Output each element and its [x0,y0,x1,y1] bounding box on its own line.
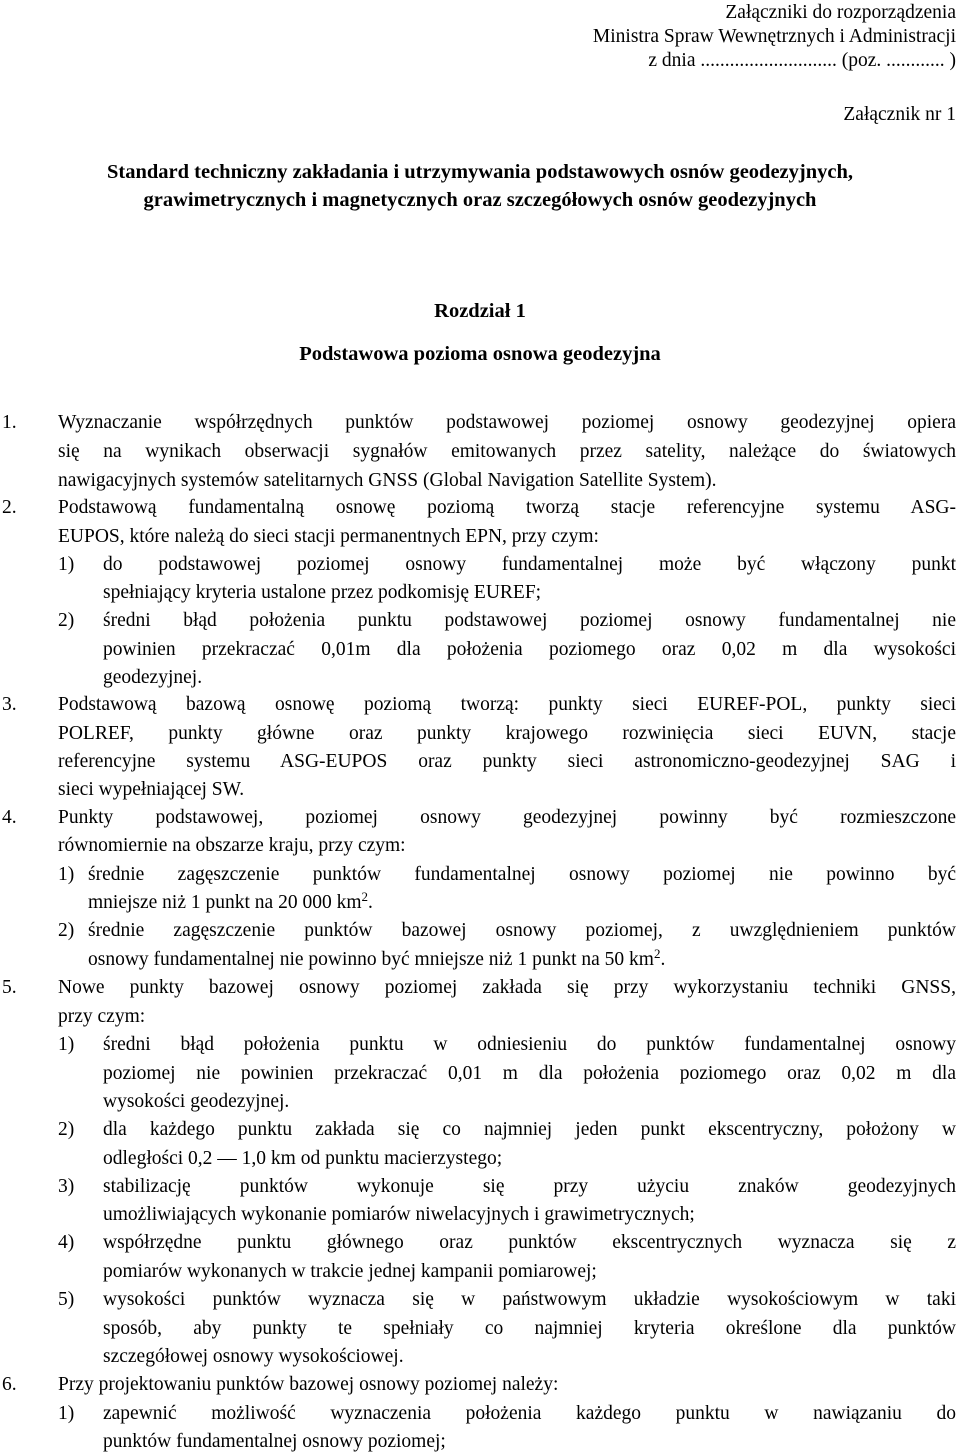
list-item [0,1032,960,1058]
item-line: odległości 0,2 — 1,0 km od punktu macierzystego; [103,1148,503,1169]
item-number: 2) [58,1119,75,1140]
paragraph-3 [0,692,960,718]
list-item [0,1287,960,1313]
item-line: powinien przekraczać 0,01m dla położenia poziomego oraz 0,02 m dla wysokości [103,639,956,660]
paragraph-line: przy czym: [58,1006,146,1027]
item-line: średni błąd położenia punktu podstawowej poziomej osnowy fundamentalnej nie [103,610,956,631]
item-line: mniejsze niż 1 punkt na 20 000 $km^2$. [88,889,373,913]
list-item [0,918,960,944]
item-line: średni błąd położenia punktu w odniesieniu do punktów fundamentalnej osnowy [103,1034,956,1055]
document-title-line-1: Standard techniczny zakładania i utrzymywania podstawowych osnów geodezyjnych, [106,161,854,183]
chapter-name: Podstawowa pozioma osnowa geodezyjna [299,343,661,365]
item-line: szczegółowej osnowy wysokościowej. [103,1346,404,1367]
item-line: geodezyjnej. [103,667,203,688]
item-number: 1) [58,554,75,575]
item-line: wysokości punktów wyznacza się w państwowym układzie wysokościowym w taki [103,1289,956,1310]
paragraph-number: 1. [2,412,17,433]
paragraph-line: Przy projektowaniu punktów bazowej osnowy poziomej należy: [58,1374,559,1395]
paragraph-2 [0,495,960,521]
header-line-1: Załączniki do rozporządzenia [725,2,956,23]
item-line: punktów fundamentalnej osnowy poziomej; [103,1431,446,1452]
paragraph-line: POLREF, punkty główne oraz punkty krajowego rozwinięcia sieci EUVN, stacje [58,723,956,744]
list-item [0,1117,960,1143]
paragraph-5 [0,975,960,1001]
paragraph-number: 3. [2,694,17,715]
item-line: wysokości geodezyjnej. [103,1091,290,1112]
item-line: sposób, aby punkty te spełniały co najmniej kryteria określone dla punktów [103,1318,956,1339]
list-item [0,1174,960,1200]
header-line-2: Ministra Spraw Wewnętrznych i Administracji [592,26,956,47]
item-line: poziomej nie powinien przekraczać 0,01 m dla położenia poziomego oraz 0,02 m dla [103,1063,956,1084]
paragraph-line: Nowe punkty bazowej osnowy poziomej zakłada się przy wykorzystaniu techniki GNSS, [58,977,956,998]
item-line: stabilizację punktów wykonuje się przy użyciu znaków geodezyjnych [103,1176,956,1197]
paragraph-line: Podstawową bazową osnowę poziomą tworzą: punkty sieci EUREF-POL, punkty sieci [58,694,956,715]
paragraph-1 [0,410,960,436]
paragraph-number: 4. [2,807,17,828]
paragraph-line: EUPOS, które należą do sieci stacji permanentnych EPN, przy czym: [58,526,599,547]
paragraph-4 [0,805,960,831]
paragraph-number: 2. [2,497,17,518]
list-item [0,1230,960,1256]
item-number: 1) [58,1403,75,1424]
item-number: 1) [58,1034,75,1055]
item-line: średnie zagęszczenie punktów bazowej osnowy poziomej, z uwzględnieniem punktów [88,920,956,941]
item-line: spełniający kryteria ustalone przez podkomisję EUREF; [103,582,542,603]
paragraph-6 [0,1372,960,1398]
item-number: 4) [58,1232,75,1253]
list-item [0,1401,960,1427]
annex-number: Załącznik nr 1 [843,104,956,125]
item-number: 3) [58,1176,75,1197]
paragraph-line: sieci wypełniającej SW. [58,779,245,800]
item-line: dla każdego punktu zakłada się co najmniej jeden punkt ekscentryczny, położony w [103,1119,956,1140]
paragraph-line: Podstawową fundamentalną osnowę poziomą tworzą stacje referencyjne systemu ASG- [58,497,956,518]
paragraph-line: równomiernie na obszarze kraju, przy czym: [58,835,406,856]
item-line: osnowy fundamentalnej nie powinno być mniejsze niż 1 punkt na 50 $km^2$. [88,946,666,970]
chapter-label: Rozdział 1 [434,300,526,322]
paragraph-line: Punkty podstawowej, poziomej osnowy geodezyjnej powinny być rozmieszczone [58,807,956,828]
paragraph-number: 5. [2,977,17,998]
item-line: do podstawowej poziomej osnowy fundamentalnej może być włączony punkt [103,554,956,575]
paragraph-line: nawigacyjnych systemów satelitarnych GNSS (Global Navigation Satellite System). [58,470,717,491]
list-item [0,552,960,578]
paragraph-number: 6. [2,1374,17,1395]
paragraph-line: Wyznaczanie współrzędnych punktów podstawowej poziomej osnowy geodezyjnej opiera [58,412,956,433]
paragraph-line: referencyjne systemu ASG-EUPOS oraz punkty sieci astronomiczno-geodezyjnej SAG i [58,751,956,772]
header-line-3: z dnia ............................ (poz. ............ ) [648,50,956,71]
item-line: umożliwiających wykonanie pomiarów niwelacyjnych i grawimetrycznych; [103,1204,695,1225]
item-line: zapewnić możliwość wyznaczenia położenia każdego punktu w nawiązaniu do [103,1403,956,1424]
list-item [0,608,960,634]
item-number: 2) [58,920,75,941]
item-line: średnie zagęszczenie punktów fundamentalnej osnowy poziomej nie powinno być [88,864,956,885]
superscript: 2 [361,889,368,904]
paragraph-line: się na wynikach obserwacji sygnałów emitowanych przez satelity, należące do światowych [58,441,956,462]
superscript: 2 [653,946,661,961]
item-number: 5) [58,1289,75,1310]
document-title-line-2: grawimetrycznych i magnetycznych oraz szczegółowych osnów geodezyjnych [143,189,817,211]
list-item [0,862,960,888]
item-number: 2) [58,610,75,631]
item-number: 1) [58,864,75,885]
item-line: pomiarów wykonanych w trakcie jednej kampanii pomiarowej; [103,1261,597,1282]
item-line: współrzędne punktu głównego oraz punktów ekscentrycznych wyznacza się z [103,1232,956,1253]
